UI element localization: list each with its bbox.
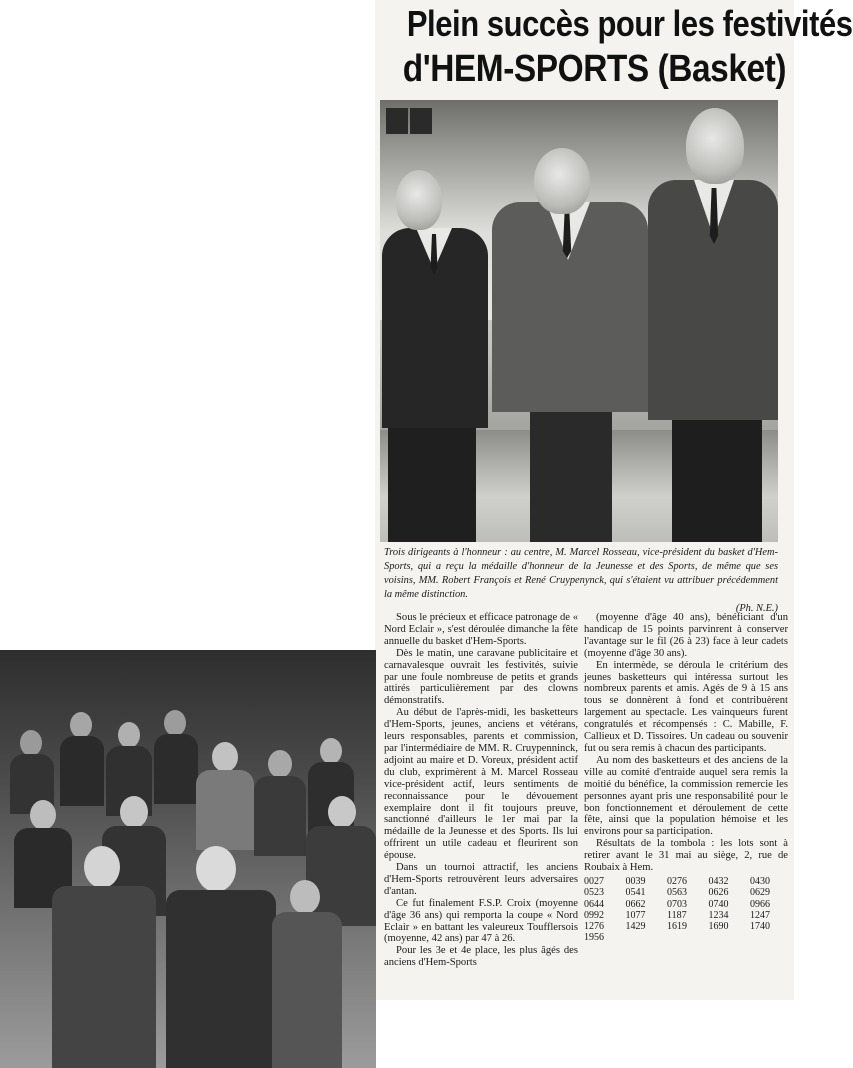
lot-number: 1619 [667,921,687,933]
article-paragraph: Résultats de la tombola : les lots sont à retirer avant le 31 mai au siège, 2, rue de Roubaix à Hem. [584,838,788,874]
lot-number: 0523 [584,887,604,899]
lot-number: 0629 [750,887,770,899]
lot-number: 1740 [750,921,770,933]
article-paragraph: En intermède, se déroula le critérium des jeunes basketteurs qui intéressa surtout les nombreux parents et amis. Agés de 9 à 15 ans tous se donnèrent à fond et contribuèrent largement au spectacle. Les vainqueurs furent congratulés et récompensés : C. Mabille, F. Callieux et D. Tissoires. Un cadeau ou souvenir fut ou sera remis à chacun des participants. [584,659,788,754]
lot-number: 1247 [750,909,770,921]
article-paragraph: (moyenne d'âge 40 ans), bénéficiant d'un handicap de 15 points parvinrent à conserver l'avantage sur le fil (26 à 23) face à leur cadets (moyenne d'âge 30 ans). [584,612,788,659]
lot-number: 0740 [708,898,729,910]
lot-number: 0027 [584,875,604,887]
tombola-row [584,921,788,932]
photo-window [386,108,408,134]
lot-number: 1234 [708,909,729,921]
lot-number: 0276 [667,875,687,887]
tombola-row [584,887,788,898]
headline-line-2: d'HEM-SPORTS (Basket) [402,48,787,90]
tombola-row [584,876,788,887]
article-paragraph: Au nom des basketteurs et des anciens de la ville au comité d'entraide auquel sera remis la moitié du bénéfice, la commission remercie les personnes ayant pris une responsabilité pour le bon fonctionnement et déroulement de cette fête, ainsi que la population hémoise et les environs pour sa participation. [584,754,788,838]
caption-text: Trois dirigeants à l'honneur : au centre, M. Marcel Rosseau, vice-président du basket d'Hem-Sports, qui a reçu la médaille d'honneur de la Jeunesse et des Sports, de même que ses voisins, MM. Robert François et René Cruypenynck, qui s'étaient vu attribuer précédemment la même distinction. [384,547,778,600]
photo-three-officials [380,100,778,542]
lot-number: 1690 [708,921,729,933]
article-paragraph: Ce fut finalement F.S.P. Croix (moyenne d'âge 36 ans) qui remporta la coupe « Nord Eclair » en battant les valeureux Toufflersois (moyenne, 42 ans) par 47 à 26. [384,897,578,945]
lot-number: 0430 [750,875,770,887]
tombola-row [584,932,788,943]
tombola-results [584,876,788,944]
tombola-row [584,910,788,921]
headline-line-1: Plein succès pour les festivités [406,3,853,44]
lot-number: 0703 [667,898,687,910]
article-paragraph: Dans un tournoi attractif, les anciens d'Hem-Sports retrouvèrent leurs adversaires d'antan. [384,862,578,897]
photo-caption [384,546,778,616]
lot-number: 0966 [750,898,770,910]
lot-number: 0432 [708,875,729,887]
lot-number: 0039 [625,875,646,887]
lot-number: 0541 [625,887,646,899]
lot-number: 0992 [584,909,604,921]
article-paragraph: Pour les 3e et 4e place, les plus âgés des anciens d'Hem-Sports [384,945,578,969]
lot-number: 1077 [625,909,646,921]
photo-window [410,108,432,134]
lot-number: 1187 [667,909,687,921]
lot-number: 1276 [584,921,604,933]
article-paragraph: Au début de l'après-midi, les basketteurs d'Hem-Sports, jeunes, anciens et vétérans, leurs responsables, parents et commission, par l'intermédiaire de MM. R. Cruypenninck, adjoint au maire et D. Voreux, président actif du club, exprimèrent à M. Marcel Rosseau vice-président actif, leurs sentiments de reconnaissance pour le dévouement exemplaire dont il fit toujours preuve, sanctionné d'ailleurs le 1er mai par la médaille de la Jeunesse et des Sports. Ils lui offrirent un utile cadeau et fleurirent son épouse. [384,707,578,862]
lot-number: 0662 [625,898,646,910]
headline [378,2,853,92]
lot-number: 1956 [584,932,604,944]
lot-number: 0626 [708,887,729,899]
photo-audience [0,650,376,1068]
article-paragraph: Dès le matin, une caravane publicitaire et carnavalesque ouvrait les festivités, suivie par une foule nombreuse de petits et grands attirés particulièrement par des clowns démonstratifs. [384,647,578,707]
tombola-row [584,899,788,910]
lot-number: 0644 [584,898,604,910]
photo-credit: (Ph. N.E.) [735,603,778,614]
lot-number: 0563 [667,887,687,899]
lot-number: 1429 [625,921,646,933]
article-paragraph: Sous le précieux et efficace patronage de « Nord Eclair », s'est déroulée dimanche la fête annuelle du basket d'Hem-Sports. [384,612,578,647]
article-column-left [384,612,578,969]
article-column-right [584,612,788,944]
